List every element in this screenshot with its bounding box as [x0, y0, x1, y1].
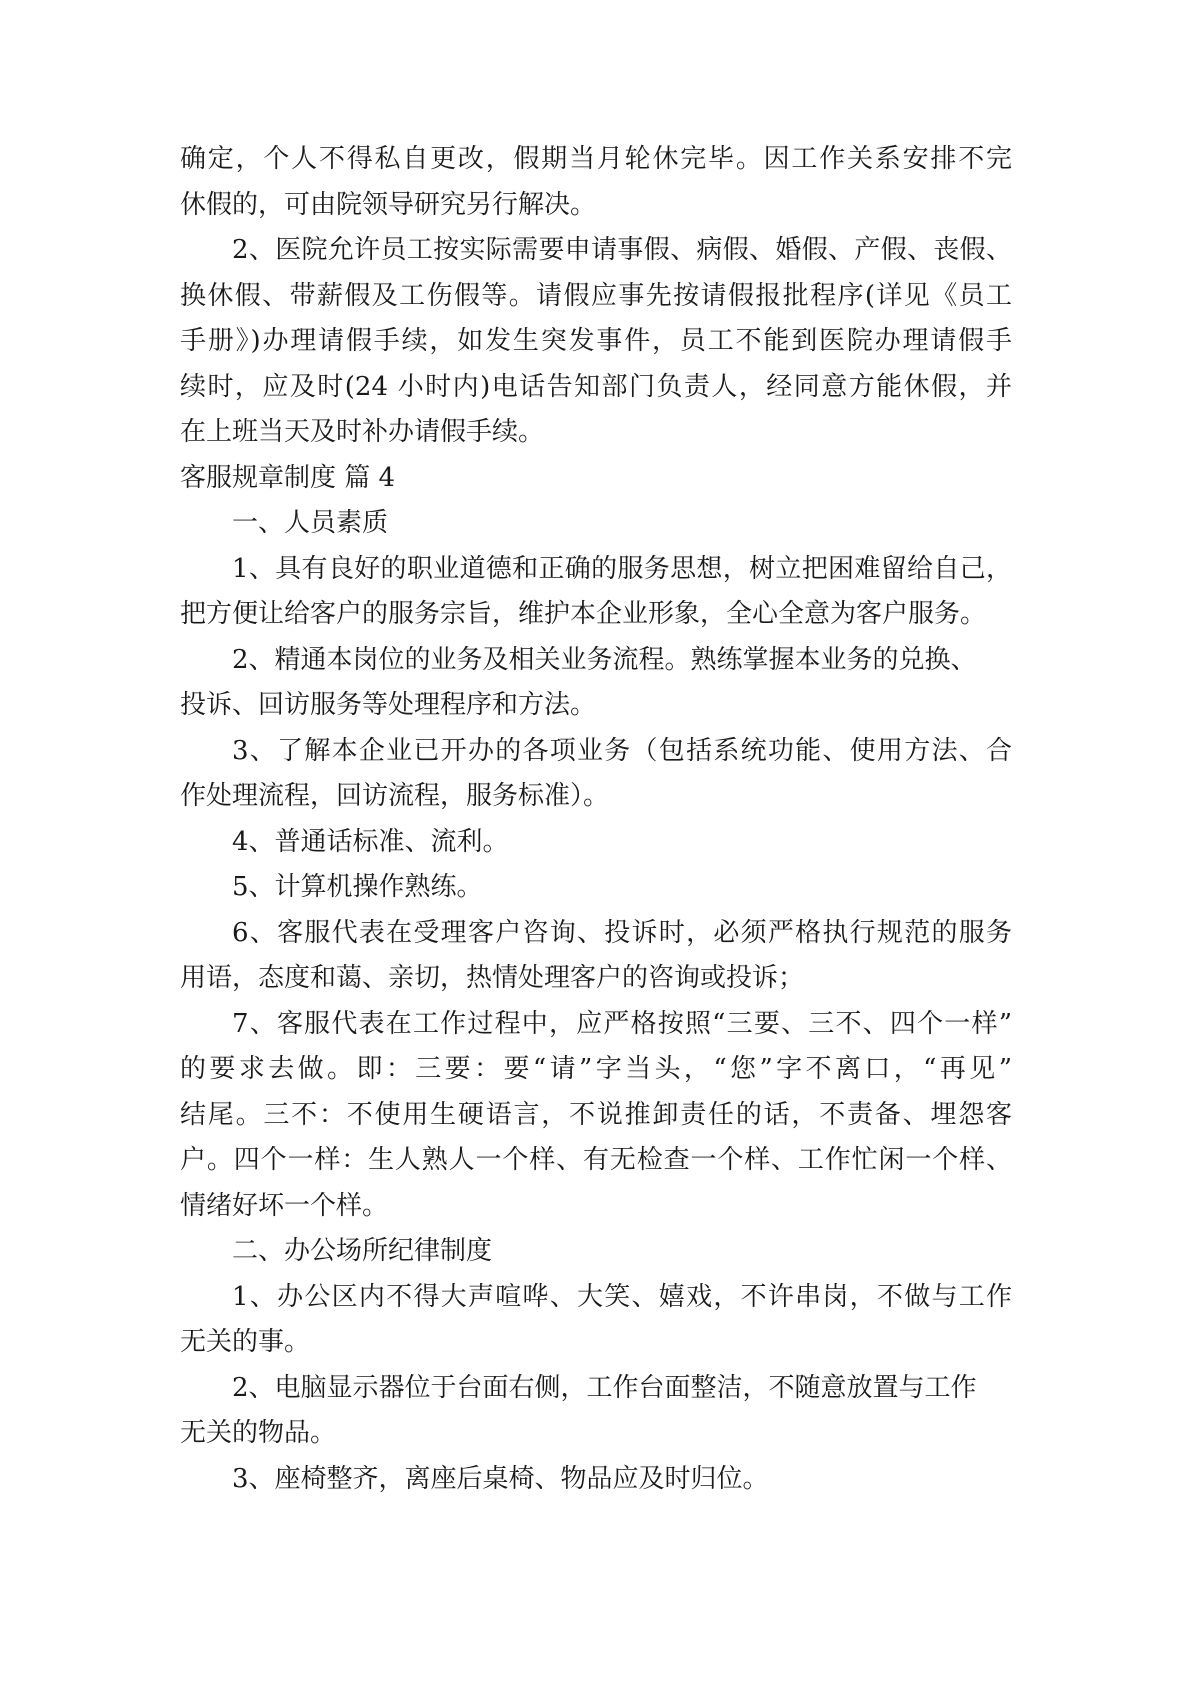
text-line: 确定，个人不得私自更改，假期当月轮休完毕。因工作关系安排不完	[180, 144, 1012, 174]
text-line: 休假的，可由院领导研究另行解决。	[180, 189, 597, 220]
text-line: 2、电脑显示器位于台面右侧，工作台面整洁，不随意放置与工作	[232, 1372, 977, 1403]
text-line: 投诉、回访服务等处理程序和方法。	[180, 690, 597, 720]
list-item: 4、普通话标准、流利。	[232, 826, 509, 857]
text-line: 结尾。三不：不使用生硬语言，不说推卸责任的话，不责备、埋怨客	[180, 1099, 1012, 1130]
section-heading: 二、办公场所纪律制度	[232, 1236, 493, 1266]
section-heading: 一、人员素质	[232, 508, 389, 538]
text-line: 续时，应及时(24 小时内)电话告知部门负责人，经同意方能休假，并	[180, 371, 1012, 402]
section-title: 客服规章制度 篇 4	[180, 462, 396, 493]
text-line: 2、精通本岗位的业务及相关业务流程。熟练掌握本业务的兑换、	[232, 644, 977, 675]
paragraph	[180, 228, 1012, 456]
text-line: 无关的事。	[180, 1327, 311, 1357]
text-line: 无关的物品。	[180, 1418, 337, 1448]
list-item: 5、计算机操作熟练。	[232, 872, 483, 902]
text-line: 1、办公区内不得大声喧哗、大笑、嬉戏，不许串岗，不做与工作	[232, 1281, 1012, 1312]
text-line: 手册》)办理请假手续，如发生突发事件，员工不能到医院办理请假手	[180, 326, 1012, 356]
text-line: 2、医院允许员工按实际需要申请事假、病假、婚假、产假、丧假、	[232, 235, 1012, 265]
list-item	[180, 729, 1012, 820]
text-line: 的要求去做。即：三要：要“请”字当头，“您”字不离口，“再见”	[180, 1054, 1012, 1084]
text-line: 在上班当天及时补办请假手续。	[180, 417, 545, 447]
list-item: 3、座椅整齐，离座后桌椅、物品应及时归位。	[232, 1463, 769, 1494]
list-item	[180, 1366, 1012, 1457]
text-line: 户。四个一样：生人熟人一个样、有无检查一个样、工作忙闲一个样、	[180, 1145, 1012, 1175]
text-line: 把方便让给客户的服务宗旨，维护本企业形象，全心全意为客户服务。	[180, 599, 987, 629]
paragraph	[180, 137, 1012, 228]
text-line: 换休假、带薪假及工伤假等。请假应事先按请假报批程序(详见《员工	[180, 280, 1012, 311]
text-line: 3、了解本企业已开办的各项业务（包括系统功能、使用方法、合	[232, 735, 1012, 766]
text-line: 1、具有良好的职业道德和正确的服务思想，树立把困难留给自己，	[232, 553, 1012, 584]
text-line: 6、客服代表在受理客户咨询、投诉时，必须严格执行规范的服务	[232, 917, 1012, 948]
list-item	[180, 1275, 1012, 1366]
text-line: 情绪好坏一个样。	[180, 1190, 389, 1221]
list-item	[180, 547, 1012, 638]
text-line: 7、客服代表在工作过程中，应严格按照“三要、三不、四个一样”	[232, 1008, 1012, 1039]
list-item	[180, 911, 1012, 1002]
document-body	[180, 137, 1012, 1502]
text-line: 用语，态度和蔼、亲切，热情处理客户的咨询或投诉；	[180, 963, 805, 993]
text-line: 作处理流程，回访流程，服务标准）。	[180, 781, 610, 811]
list-item	[180, 1002, 1012, 1230]
list-item	[180, 638, 1012, 729]
